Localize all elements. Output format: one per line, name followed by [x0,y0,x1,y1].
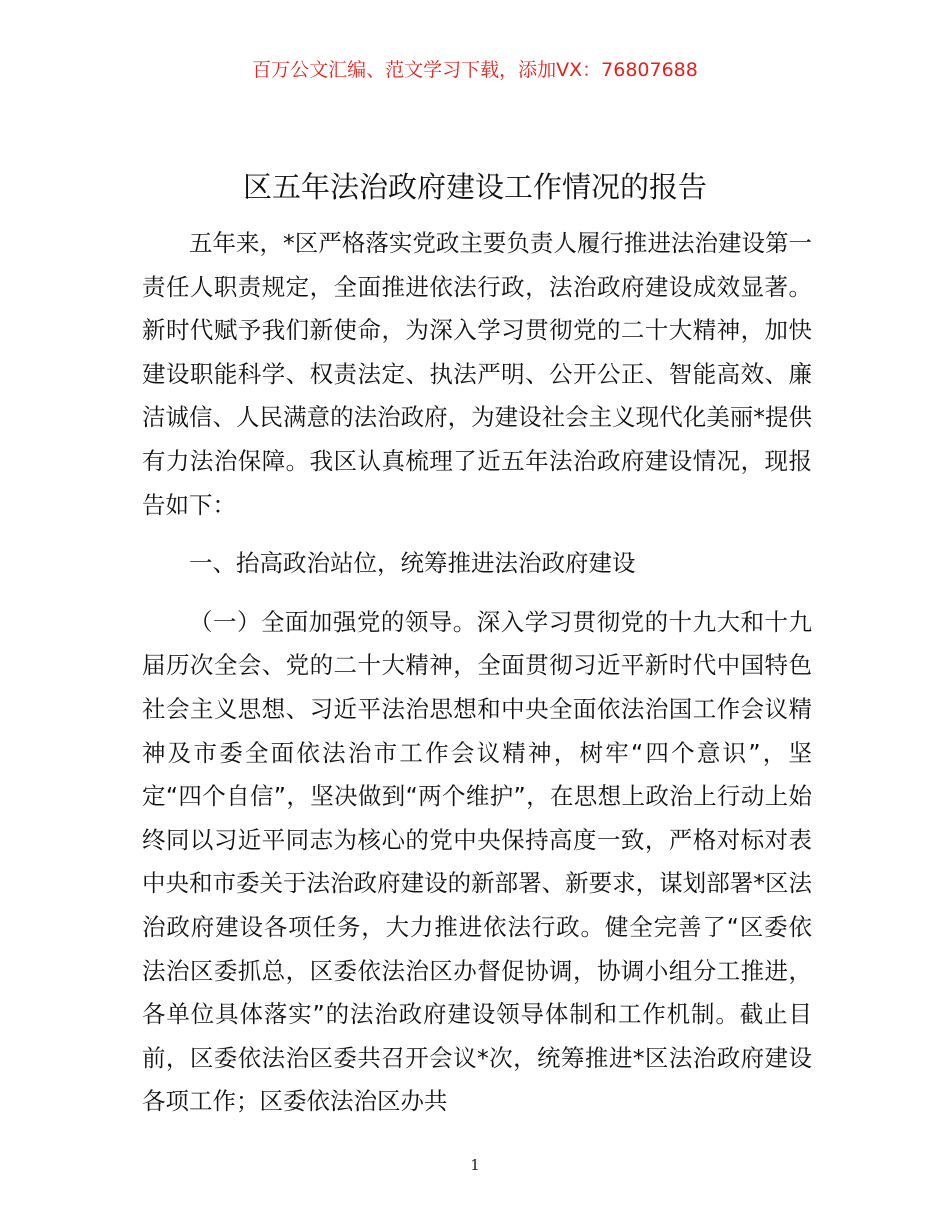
document-body [142,222,812,1124]
section-1-1-paragraph: （一）全面加强党的领导。深入学习贯彻党的十九大和十九届历次全会、党的二十大精神，全面贯彻习近平新时代中国特色社会主义思想、习近平法治思想和中央全面依法治国工作会议精神及市委全面依法治市工作会议精神，树牢“四个意识”，坚定“四个自信”，坚决做到“两个维护”，在思想上政治上行动上始终同以习近平同志为核心的党中央保持高度一致，严格对标对表中央和市委关于法治政府建设的新部署、新要求，谋划部署*区法治政府建设各项任务，大力推进依法行政。健全完善了“区委依法治区委抓总，区委依法治区办督促协调，协调小组分工推进，各单位具体落实”的法治政府建设领导体制和工作机制。截止目前，区委依法治区委共召开会议*次，统筹推进*区法治政府建设各项工作；区委依法治区办共 [142,607,812,1116]
document-title: 区五年法治政府建设工作情况的报告 [242,170,707,204]
section-1-heading: 一、抬高政治站位，统筹推进法治政府建设 [189,549,636,578]
intro-paragraph: 五年来，*区严格落实党政主要负责人履行推进法治建设第一责任人职责规定，全面推进依法行政，法治政府建设成效显著。新时代赋予我们新使命，为深入学习贯彻党的二十大精神，加快建设职能科学、权责法定、执法严明、公开公正、智能高效、廉洁诚信、人民满意的法治政府，为建设社会主义现代化美丽*提供有力法治保障。我区认真梳理了近五年法治政府建设情况，现报告如下： [142,229,812,519]
page-number: 1 [470,1156,480,1174]
header-banner: 百万公文汇编、范文学习下载，添加VX：76807688 [252,59,698,81]
